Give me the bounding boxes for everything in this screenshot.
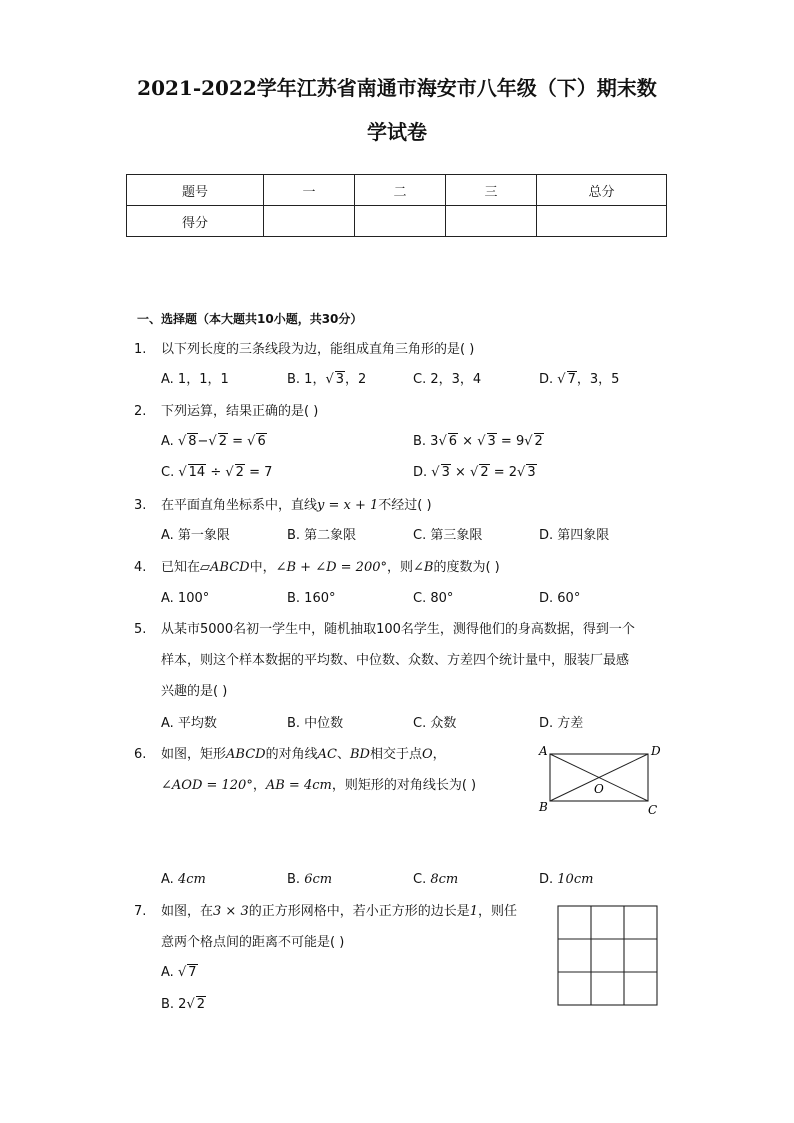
equals: = 9 [496, 434, 525, 449]
option-a-label: A. [161, 872, 178, 887]
question-7 [134, 903, 517, 921]
line-equation: y = x + 1 [317, 498, 379, 513]
label-d: D [651, 744, 661, 758]
operator: × [450, 465, 471, 480]
grid-border [558, 906, 657, 1005]
option-d-label: D. [413, 465, 432, 480]
page-title [0, 66, 794, 154]
operator: ÷ [206, 465, 226, 480]
question-text-mid2: ，则 [386, 560, 413, 575]
option-b: B. 第二象限 [287, 528, 357, 543]
question-2 [134, 403, 318, 421]
question-text-line-2: 意两个格点间的距离不可能是( ) [161, 935, 345, 950]
diagonal-ac: AC [317, 747, 337, 762]
equals: = 7 [244, 465, 273, 480]
text: ， [252, 778, 266, 793]
option-d: D. 60° [539, 591, 581, 606]
question-number: 6. [134, 747, 147, 762]
option-d-rest: ，3，5 [576, 372, 620, 387]
row-label-score: 得分 [127, 206, 264, 237]
score-cell [446, 206, 537, 237]
option-c: C. 2，3，4 [413, 372, 482, 387]
label-a: A [539, 744, 548, 758]
score-table-score-row [127, 206, 667, 237]
question-number: 7. [134, 904, 147, 919]
option-c-label: C. [161, 465, 179, 480]
equals: = [228, 434, 248, 449]
question-text-line-2: 样本，则这个样本数据的平均数、中位数、众数、方差四个统计量中，服装厂最感 [161, 653, 630, 668]
radicand: 6 [257, 434, 266, 449]
option-c: C. 80° [413, 591, 454, 606]
option-a: A. √ 8−√ 2 = √ 6 [161, 434, 266, 449]
text: ， [432, 747, 446, 762]
option-b-label: B. [287, 872, 305, 887]
option-b-rest: ，2 [345, 372, 367, 387]
option-a-label: A. [161, 965, 178, 980]
radicand: 2 [196, 997, 206, 1012]
radicand: 2 [218, 434, 227, 449]
score-table [126, 174, 667, 237]
option-b: B. 3√ 6 × √ 3 = 9√ 2 [413, 434, 543, 449]
angle-b: ∠B [413, 560, 434, 575]
angle-sum: ∠B + ∠D = 200° [275, 560, 387, 575]
radicand: 8 [188, 434, 197, 449]
angle-aod: ∠AOD = 120° [161, 778, 253, 793]
header-cell-total: 总分 [537, 175, 667, 206]
grid-diagram [557, 905, 659, 1007]
radicand: 2 [235, 465, 244, 480]
option-a: A. 1，1，1 [161, 372, 229, 387]
question-text-line-3: 兴趣的是( ) [161, 684, 228, 699]
question-6-line-2 [161, 777, 476, 795]
option-d-label: D. [539, 872, 558, 887]
option-c: C. 众数 [413, 716, 457, 731]
question-5 [134, 621, 635, 639]
text: 如图，矩形 [161, 747, 227, 762]
radicand: 2 [534, 434, 543, 449]
side-length: 1 [469, 904, 479, 919]
operator: × [458, 434, 478, 449]
score-cell [264, 206, 355, 237]
option-c: C. √ 14 ÷ √ 2 = 7 [161, 465, 273, 480]
option-b-value: 6cm [304, 872, 333, 887]
option-c-label: C. [413, 872, 431, 887]
text: 相交于点 [369, 747, 422, 762]
score-cell [355, 206, 446, 237]
header-cell-number: 题号 [127, 175, 264, 206]
header-cell-part-2: 二 [355, 175, 446, 206]
score-cell [537, 206, 667, 237]
question-number: 4. [134, 560, 147, 575]
radicand: 6 [448, 434, 458, 449]
option-b: B. 2√ 2 [161, 997, 206, 1012]
option-b-label: B. 1， [287, 372, 326, 387]
section-heading: 一、选择题（本大题共10小题，共30分） [137, 312, 363, 326]
question-text: 在平面直角坐标系中，直线 [161, 498, 318, 513]
radicand: 3 [441, 465, 450, 480]
grid-size: 3 × 3 [213, 904, 249, 919]
title-line-2: 学试卷 [367, 120, 427, 144]
radicand: 3 [527, 465, 536, 480]
radicand: 3 [487, 434, 496, 449]
question-number: 5. [134, 622, 147, 637]
text: ，则矩形的对角线长为( ) [331, 778, 477, 793]
grid-lines [558, 906, 657, 1005]
parallelogram-name: ▱ABCD [200, 560, 250, 575]
text: 、 [336, 747, 350, 762]
radicand: 2 [480, 465, 489, 480]
rectangle-diagram [536, 742, 666, 820]
option-d-label: D. [539, 372, 558, 387]
label-b: B [539, 800, 548, 814]
question-number: 1. [134, 342, 147, 357]
option-c [413, 871, 458, 889]
label-o: O [594, 782, 604, 796]
option-a [161, 871, 206, 889]
equals: = 2 [489, 465, 518, 480]
score-table-header-row [127, 175, 667, 206]
option-a: A. 第一象限 [161, 528, 230, 543]
question-number: 3. [134, 498, 147, 513]
text: 如图，在 [161, 904, 214, 919]
option-d-value: 10cm [557, 872, 594, 887]
radicand: 3 [335, 372, 345, 387]
text: ，则任 [478, 904, 518, 919]
radicand: 14 [188, 465, 206, 480]
option-b: B. 中位数 [287, 716, 344, 731]
question-text-line-1: 从某市5000名初一学生中，随机抽取100名学生，测得他们的身高数据，得到一个 [161, 622, 635, 637]
question-1 [134, 341, 474, 359]
text: 的正方形网格中，若小正方形的边长是 [248, 904, 470, 919]
question-text-end: 的度数为( ) [433, 560, 500, 575]
question-4 [134, 559, 500, 577]
header-cell-part-3: 三 [446, 175, 537, 206]
option-b: B. 160° [287, 591, 336, 606]
option-b [287, 871, 332, 889]
option-a: A. √ 7 [161, 965, 197, 980]
rectangle-name: ABCD [226, 747, 266, 762]
question-3 [134, 497, 432, 515]
header-cell-part-1: 一 [264, 175, 355, 206]
operator: − [197, 434, 209, 449]
question-6 [134, 746, 446, 764]
diagonal-bd: BD [349, 747, 370, 762]
radicand: 7 [188, 965, 197, 980]
option-c: C. 第三象限 [413, 528, 483, 543]
option-d: D. 第四象限 [539, 528, 610, 543]
point-o: O [421, 747, 433, 762]
question-text-mid: 中， [249, 560, 276, 575]
question-number: 2. [134, 404, 147, 419]
text: 的对角线 [265, 747, 318, 762]
option-d: D. 方差 [539, 716, 584, 731]
option-b-label: B. 2 [161, 997, 187, 1012]
option-a: A. 100° [161, 591, 210, 606]
question-text: 以下列长度的三条线段为边，能组成直角三角形的是( ) [161, 342, 475, 357]
option-d: D. √ 3 × √ 2 = 2√ 3 [413, 465, 536, 480]
option-a-label: A. [161, 434, 178, 449]
option-b: B. 1，√ 3，2 [287, 372, 367, 387]
title-line-1: 2021-2022学年江苏省南通市海安市八年级（下）期末数 [137, 76, 657, 100]
option-a-value: 4cm [177, 872, 206, 887]
side-ab: AB = 4cm [265, 778, 332, 793]
label-c: C [648, 803, 658, 817]
option-d: D. √ 7，3，5 [539, 372, 620, 387]
radicand: 7 [567, 372, 576, 387]
option-c-value: 8cm [430, 872, 459, 887]
option-b-label: B. 3 [413, 434, 439, 449]
option-a: A. 平均数 [161, 716, 217, 731]
question-text: 已知在 [161, 560, 201, 575]
question-text: 下列运算，结果正确的是( ) [161, 404, 319, 419]
option-d [539, 871, 593, 889]
question-text-end: 不经过( ) [378, 498, 432, 513]
